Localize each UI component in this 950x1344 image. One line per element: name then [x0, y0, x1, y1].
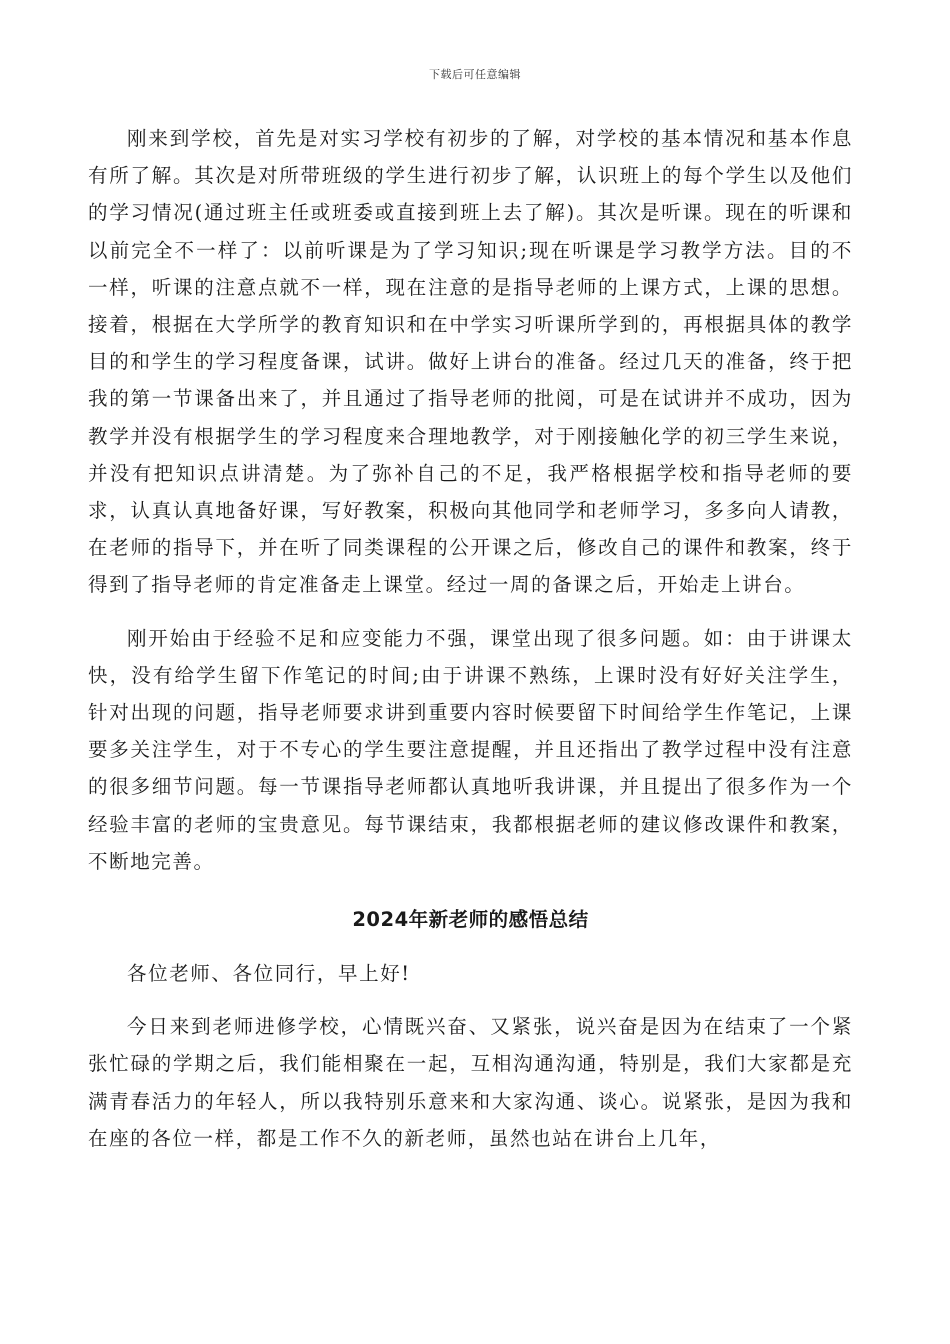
- paragraph-internship-preparation: 刚来到学校，首先是对实习学校有初步的了解，对学校的基本情况和基本作息有所了解。其次是对所带班级的学生进行初步了解，认识班上的每个学生以及他们的学习情况(通过班主任或班委或直接到班上去了解)。其次是听课。现在的听课和以前完全不一样了：以前听课是为了学习知识;现在听课是学习教学方法。目的不一样，听课的注意点就不一样，现在注意的是指导老师的上课方式，上课的思想。接着，根据在大学所学的教育知识和在中学实习听课所学到的，再根据具体的教学目的和学生的学习程度备课，试讲。做好上讲台的准备。经过几天的准备，终于把我的第一节课备出来了，并且通过了指导老师的批阅，可是在试讲并不成功，因为教学并没有根据学生的学习程度来合理地教学，对于刚接触化学的初三学生来说，并没有把知识点讲清楚。为了弥补自己的不足，我严格根据学校和指导老师的要求，认真认真地备好课，写好教案，积极向其他同学和老师学习，多多向人请教，在老师的指导下，并在听了同类课程的公开课之后，修改自己的课件和教案，终于得到了指导老师的肯定准备走上课堂。经过一周的备课之后，开始走上讲台。: [88, 127, 853, 597]
- page-header: 下载后可任意编辑: [429, 68, 521, 81]
- paragraph-classroom-problems: 刚开始由于经验不足和应变能力不强，课堂出现了很多问题。如：由于讲课太快，没有给学生留下作笔记的时间;由于讲课不熟练，上课时没有好好关注学生，针对出现的问题，指导老师要求讲到重要内容时候要留下时间给学生作笔记，上课要多关注学生，对于不专心的学生要注意提醒，并且还指出了教学过程中没有注意的很多细节问题。每一节课指导老师都认真地听我讲课，并且提出了很多作为一个经验丰富的老师的宝贵意见。每节课结束，我都根据老师的建议修改课件和教案，不断地完善。: [88, 626, 853, 873]
- document-body: [88, 120, 853, 1157]
- paragraph-speech-opening: 今日来到老师进修学校，心情既兴奋、又紧张，说兴奋是因为在结束了一个紧张忙碌的学期之后，我们能相聚在一起，互相沟通沟通，特别是，我们大家都是充满青春活力的年轻人，所以我特别乐意来和大家沟通、谈心。说紧张，是因为我和在座的各位一样，都是工作不久的新老师，虽然也站在讲台上几年，: [88, 1015, 853, 1150]
- greeting-line: 各位老师、各位同行，早上好!: [127, 962, 411, 986]
- section-title: 2024年新老师的感悟总结: [352, 908, 589, 932]
